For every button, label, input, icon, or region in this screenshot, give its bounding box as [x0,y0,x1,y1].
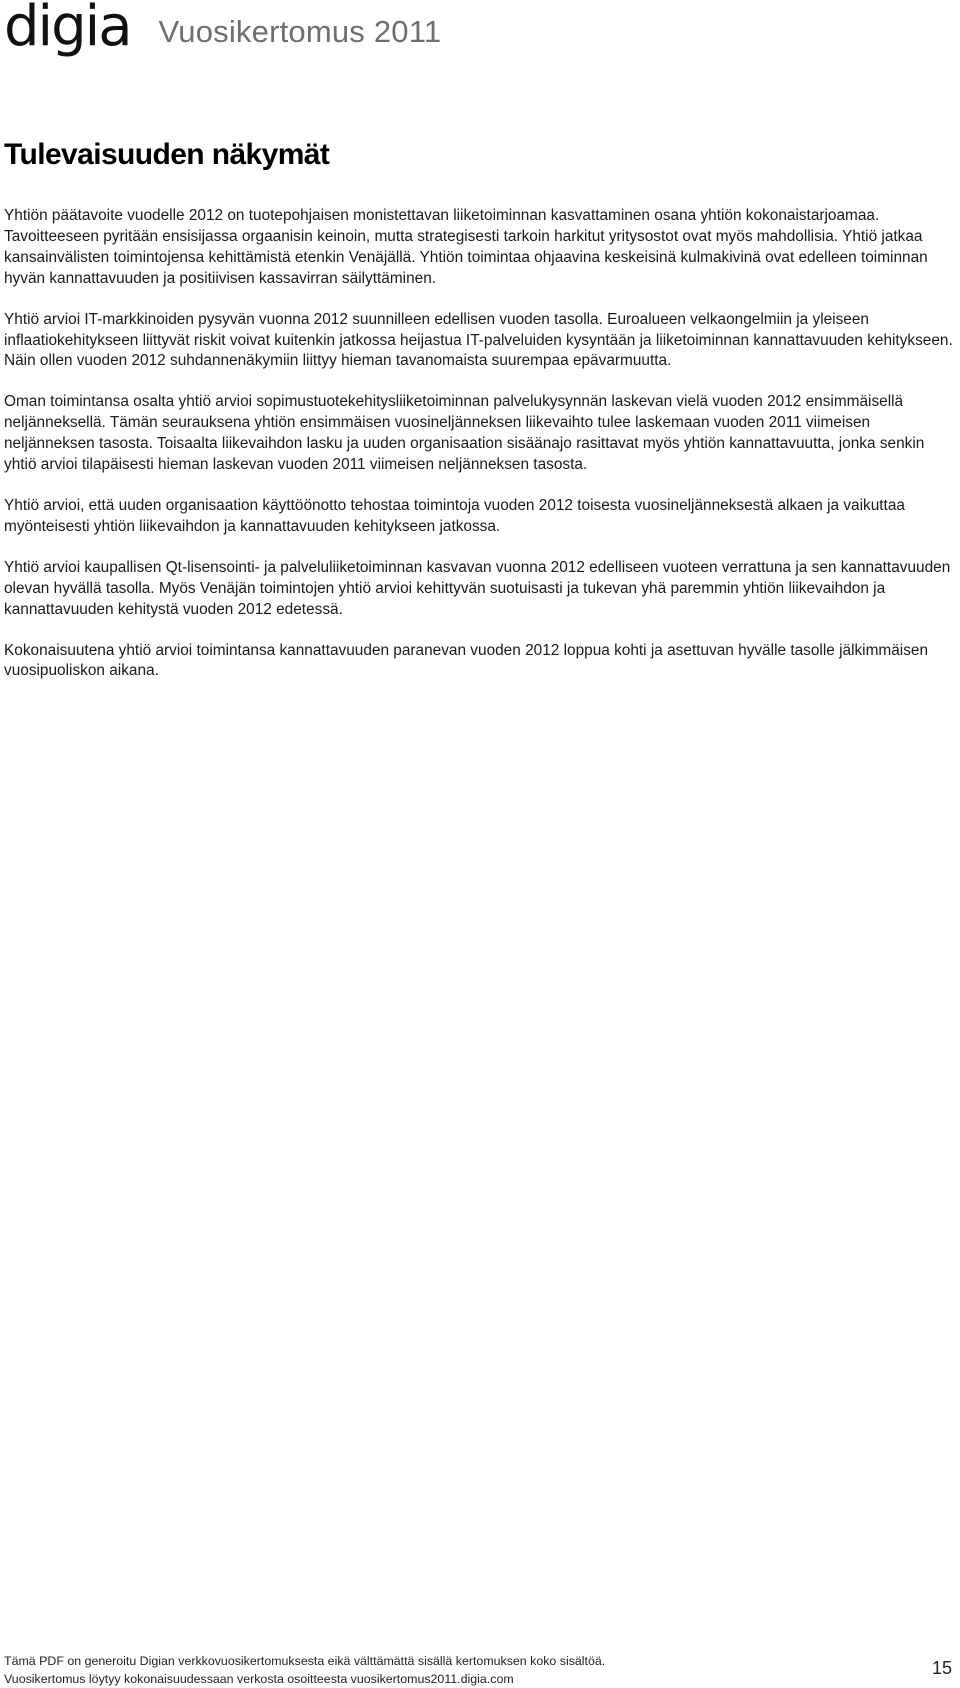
page-header [4,0,441,60]
page-number: 15 [931,1658,952,1678]
paragraph-1: Yhtiön päätavoite vuodelle 2012 on tuotepohjaisen monistettavan liiketoiminnan kasvattaminen osana yhtiön kokonaistarjoamaa. Tavoitteeseen pyritään ensisijassa orgaanisin keinoin, mutta strategisesti tarkoin harkitut yritysostot ovat myös mahdollisia. Yhtiö jatkaa kansainvälisten toimintojensa kehittämistä etenkin Venäjällä. Yhtiön toimintaa ohjaavina keskeisinä kulmakivinä ovat edelleen toiminnan hyvän kannattavuuden ja positiivisen kassavirran säilyttäminen. [4,207,928,287]
footer-note-line-2: Vuosikertomus löytyy kokonaisuudessaan verkosta osoitteesta vuosikertomus2011.digia.com [4,1672,514,1686]
paragraph-2: Yhtiö arvioi IT-markkinoiden pysyvän vuonna 2012 suunnilleen edellisen vuoden tasolla. Euroalueen velkaongelmiin ja yleiseen inflaatiokehitykseen liittyvät riskit voivat kuitenkin jatkossa heijastua IT-palveluiden kysyntään ja liiketoiminnan kannattavuuden kehitykseen. Näin ollen vuoden 2012 suhdannenäkymiin liittyy hieman tavanomaista suurempaa epävarmuutta. [4,310,953,370]
digia-logo: digia [4,0,131,59]
article-body [4,206,956,702]
paragraph-5: Yhtiö arvioi kaupallisen Qt-lisensointi- ja palveluliiketoiminnan kasvavan vuonna 2012 edelliseen vuoteen verrattuna ja sen kannattavuuden olevan hyvällä tasolla. Myös Venäjän toimintojen yhtiö arvioi kehittyvän suotuisasti ja tukevan yhä paremmin yhtiön liikevaihdon ja kannattavuuden kehitystä vuoden 2012 edetessä. [4,558,951,618]
paragraph-6: Kokonaisuutena yhtiö arvioi toimintansa kannattavuuden paranevan vuoden 2012 loppua kohti ja asettuvan hyvälle tasolle jälkimmäisen vuosipuoliskon aikana. [4,641,929,680]
paragraph-4: Yhtiö arvioi, että uuden organisaation käyttöönotto tehostaa toimintoja vuoden 2012 toisesta vuosineljänneksestä alkaen ja vaikuttaa myönteisesti yhtiön liikevaihdon ja kannattavuuden kehitykseen jatkossa. [4,496,905,535]
footer-note-line-1: Tämä PDF on generoitu Digian verkkovuosikertomuksesta eikä välttämättä sisällä kertomuksen koko sisältöä. [4,1654,606,1668]
paragraph-3: Oman toimintansa osalta yhtiö arvioi sopimustuotekehitysliiketoiminnan palvelukysynnän laskevan vielä vuoden 2012 ensimmäisellä neljänneksellä. Tämän seurauksena yhtiön ensimmäisen vuosineljänneksen liikevaihto tulee laskemaan vuoden 2011 viimeisen neljänneksen tasosta. Toisaalta liikevaihdon lasku ja uuden organisaation sisäänajo rasittavat myös yhtiön kannattavuutta, jonka senkin yhtiö arvioi tilapäisesti hieman laskevan vuoden 2011 viimeisen neljänneksen tasosta. [4,393,925,474]
page-title: Tulevaisuuden näkymät [4,138,330,171]
report-title: Vuosikertomus 2011 [158,14,442,49]
page-footer [4,1652,956,1688]
